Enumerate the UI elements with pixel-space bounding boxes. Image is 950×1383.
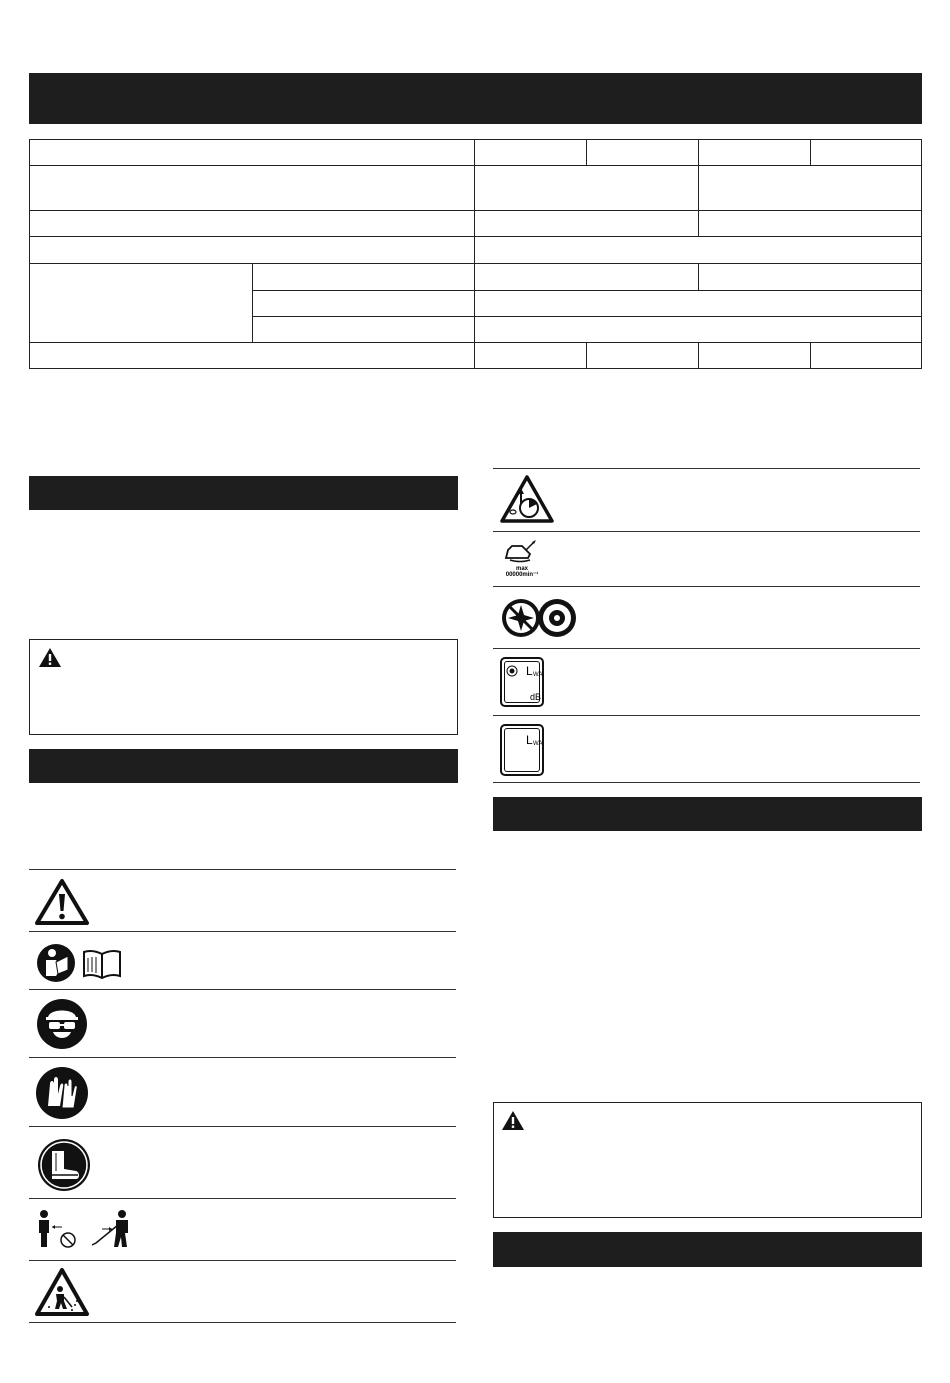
db-unit: dB (530, 692, 542, 702)
lwa-letter: L (526, 664, 533, 678)
table-cell (698, 342, 811, 369)
table-cell (698, 165, 922, 211)
divider (493, 782, 920, 783)
sound-power-label-icon (500, 724, 544, 776)
table-cell (698, 139, 811, 166)
table-cell (29, 210, 475, 237)
flying-objects-warning-icon (34, 1267, 90, 1317)
no-metal-blade-disc-icon (501, 597, 579, 639)
section-heading (493, 1232, 922, 1267)
warning-box (493, 1102, 922, 1218)
table-cell (474, 342, 587, 369)
table-cell (29, 165, 475, 211)
divider (29, 1322, 456, 1323)
warning-triangle-icon (38, 647, 62, 668)
table-cell (252, 290, 475, 317)
lwa-sub: WA (533, 741, 543, 747)
table-cell (810, 139, 922, 166)
divider (29, 989, 456, 990)
divider (29, 1057, 456, 1058)
gloves-icon (36, 1066, 88, 1120)
table-cell (474, 316, 922, 343)
section-heading (29, 749, 458, 783)
keep-distance-icon (36, 1209, 132, 1249)
helmet-goggles-mask-icon (36, 998, 88, 1050)
max-speed-icon (502, 540, 542, 566)
divider (493, 715, 920, 716)
table-cell (29, 139, 475, 166)
section-heading (493, 797, 922, 831)
table-cell (698, 210, 922, 237)
divider (29, 1260, 456, 1261)
warning-box (29, 639, 458, 735)
speaker-icon (506, 665, 518, 677)
divider (29, 1198, 456, 1199)
max-label: max (515, 566, 528, 572)
warning-triangle-icon (501, 1110, 525, 1131)
divider (493, 586, 920, 587)
lwa-sub: WA (533, 672, 543, 678)
table-cell (698, 263, 922, 291)
table-cell (252, 316, 475, 343)
table-cell (586, 342, 699, 369)
table-cell (586, 139, 699, 166)
sound-power-label-icon (500, 657, 544, 707)
lwa-letter: L (526, 733, 533, 747)
table-cell (474, 139, 587, 166)
title-bar (29, 73, 922, 124)
divider (493, 648, 920, 649)
table-cell (810, 342, 922, 369)
table-cell (29, 342, 475, 369)
speed-label: 00000min⁻¹ (505, 572, 539, 578)
table-cell (252, 263, 475, 291)
divider (29, 869, 456, 870)
table-cell (474, 165, 699, 211)
safety-boots-icon (36, 1137, 92, 1193)
table-cell (474, 263, 699, 291)
divider (29, 1126, 456, 1127)
table-cell (474, 210, 699, 237)
table-cell (29, 236, 475, 264)
table-cell (474, 290, 922, 317)
blade-rotation-warning-icon (499, 474, 555, 524)
warning-triangle-icon (34, 878, 90, 926)
section-heading (29, 476, 458, 510)
divider (29, 931, 456, 932)
divider (493, 531, 920, 532)
divider (493, 468, 920, 469)
table-cell (474, 236, 922, 264)
table-cell (29, 263, 253, 343)
read-manual-icon (36, 942, 122, 984)
